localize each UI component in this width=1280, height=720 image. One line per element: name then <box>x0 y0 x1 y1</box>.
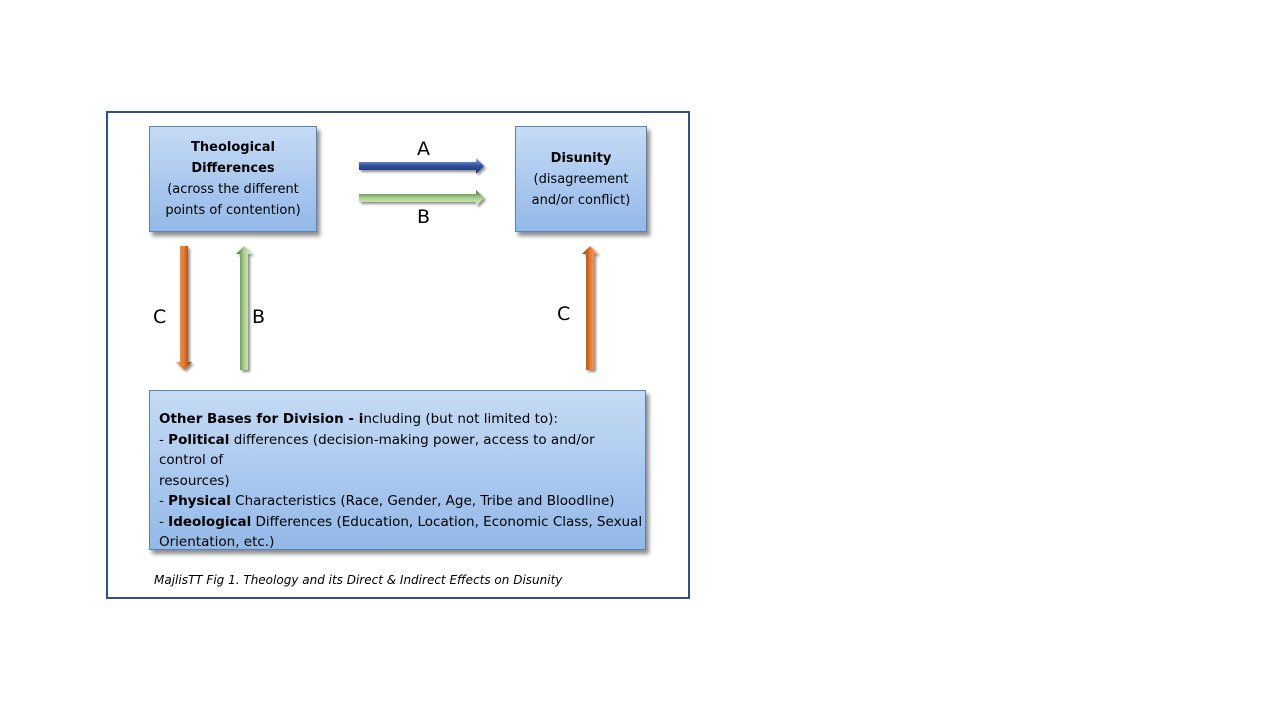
disunity-sub-line2: and/or conflict) <box>531 192 631 208</box>
arrow-b-horizontal <box>359 190 484 206</box>
physical-bold: Physical <box>168 493 231 509</box>
other-item-political-cont: resources) <box>159 472 230 489</box>
arrow-c-left-down <box>176 246 192 370</box>
political-rest: differences (decision-making power, access to and/or control of <box>159 431 595 468</box>
item-prefix: - <box>159 513 169 530</box>
theo-sub-line2: points of contention) <box>165 203 301 218</box>
arrow-label-b-top: B <box>417 206 431 228</box>
arrow-label-c-left: C <box>153 306 167 328</box>
other-heading-bold: Other Bases for Division - i <box>159 411 364 427</box>
disunity-title: Disunity <box>550 150 612 166</box>
item-prefix: - <box>159 493 169 509</box>
physical-rest: Characteristics (Race, Gender, Age, Tribe and Bloodline) <box>230 493 615 509</box>
arrow-b-vertical-up <box>236 246 252 370</box>
figure-caption: MajlisTT Fig 1. Theology and its Direct & Indirect Effects on Disunity <box>154 573 563 587</box>
ideological-rest: Differences (Education, Location, Economic Class, Sexual <box>251 513 643 530</box>
item-prefix: - <box>159 431 169 448</box>
political-bold: Political <box>168 431 230 448</box>
arrow-label-a: A <box>417 138 430 160</box>
arrow-c-right-up <box>582 246 598 370</box>
arrow-label-c-right: C <box>557 303 571 325</box>
arrow-a <box>359 158 484 174</box>
theo-title-line1: Theological <box>191 140 275 155</box>
arrow-label-b-left: B <box>252 306 266 328</box>
other-heading-rest: ncluding (but not limited to): <box>363 411 558 427</box>
other-item-ideological-cont: Orientation, etc.) <box>159 534 275 550</box>
theo-sub-line1: (across the different <box>167 182 299 197</box>
theo-title-line2: Differences <box>191 161 275 176</box>
ideological-bold: Ideological <box>168 513 252 530</box>
disunity-sub-line1: (disagreement <box>533 171 629 187</box>
